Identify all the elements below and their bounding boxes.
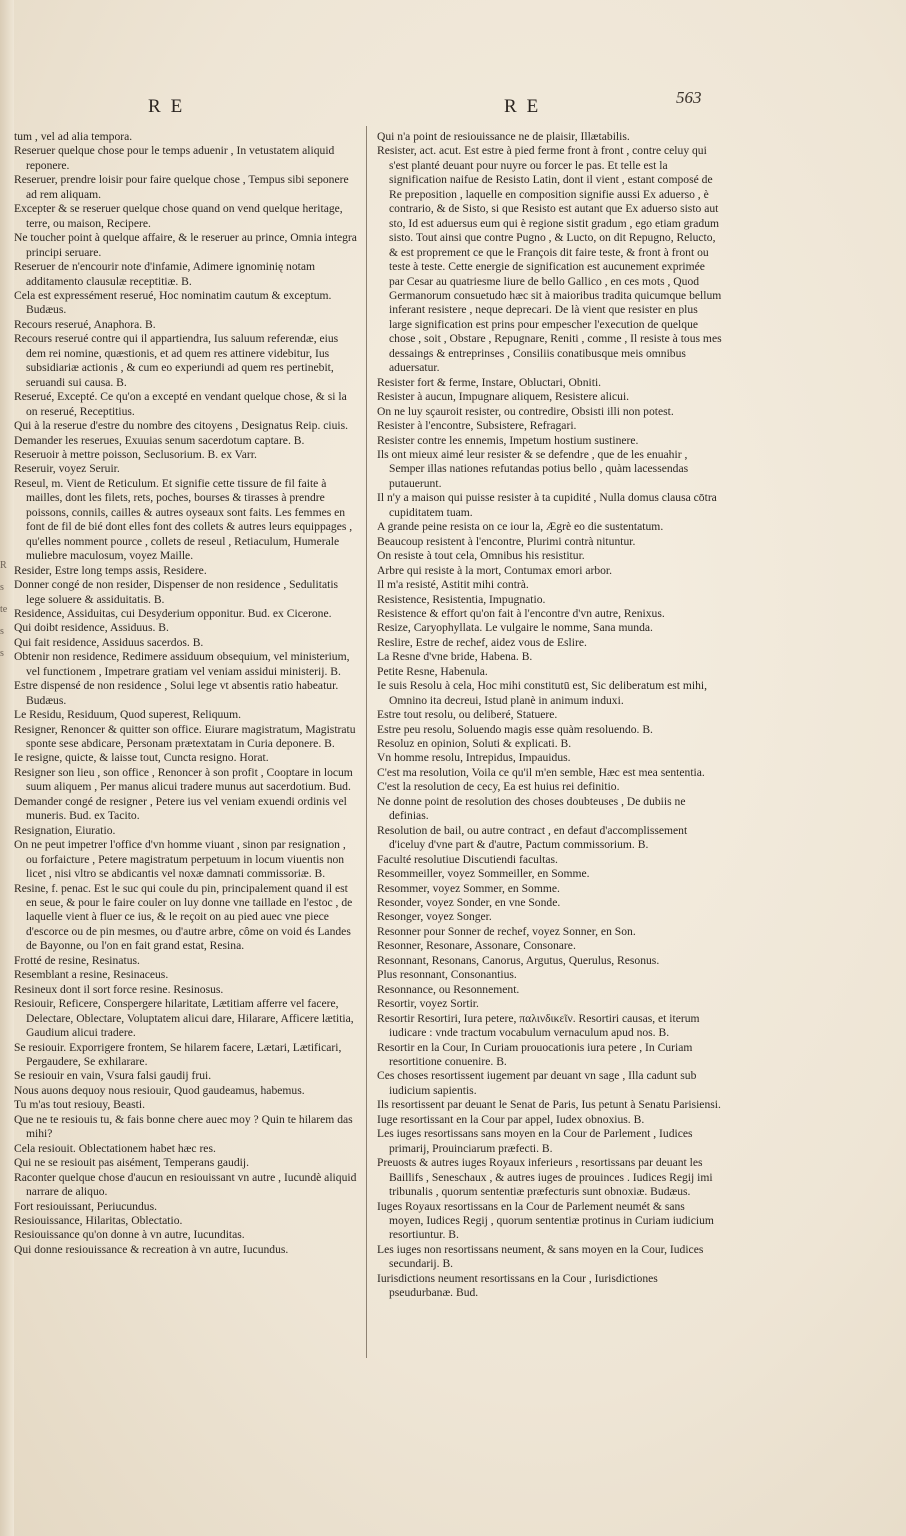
dictionary-entry: Resonder, voyez Sonder, en vne Sonde. bbox=[377, 896, 561, 910]
margin-mark: te bbox=[0, 604, 8, 615]
dictionary-entry: Reseruer, prendre loisir pour faire quelque chose , Tempus sibi seponere ad rem aliquam. bbox=[14, 173, 349, 201]
left-column bbox=[14, 130, 359, 1360]
dictionary-entry: Resistence & effort qu'on fait à l'encontre d'vn autre, Renixus. bbox=[377, 606, 665, 620]
dictionary-entry: Resortir, voyez Sortir. bbox=[377, 997, 479, 1011]
margin-mark: R bbox=[0, 560, 7, 571]
margin-mark: s bbox=[0, 648, 4, 659]
dictionary-entry: Qui n'a point de resiouissance ne de plaisir, Illætabilis. bbox=[377, 130, 630, 143]
dictionary-entry: Se resiouir en vain, Vsura falsi gaudij frui. bbox=[14, 1069, 212, 1083]
dictionary-entry: Reseruir, voyez Seruir. bbox=[14, 462, 120, 476]
dictionary-entry: Beaucoup resistent à l'encontre, Plurimi contrà nituntur. bbox=[377, 534, 636, 548]
margin-mark: s bbox=[0, 582, 4, 593]
dictionary-entry: Resister fort & ferme, Instare, Obluctari, Obniti. bbox=[377, 375, 602, 389]
dictionary-entry: Iurisdictions neument resortissans en la Cour , Iurisdictiones pseudurbanæ. Bud. bbox=[377, 1271, 658, 1300]
dictionary-entry: Demander congé de resigner , Petere ius vel veniam exuendi ordinis vel muneris. Bud. ex Tacito. bbox=[14, 794, 347, 823]
dictionary-entry: Preuosts & autres iuges Royaux inferieurs , resortissans par deuant les Baillifs , Seneschaux , & autres iuges de prouinces . Iudices Regij imi tribunalis , quorum sententiæ præfecturis sunt obnoxiæ. Budæus. bbox=[377, 1156, 713, 1199]
dictionary-entry: Resonner, Resonare, Assonare, Consonare. bbox=[377, 939, 576, 953]
dictionary-entry: Petite Resne, Habenula. bbox=[377, 664, 488, 678]
dictionary-entry: Faculté resolutiue Discutiendi facultas. bbox=[377, 852, 558, 866]
dictionary-entry: Resister contre les ennemis, Impetum hostium sustinere. bbox=[377, 433, 639, 447]
dictionary-entry: Que ne te resiouis tu, & fais bonne chere auec moy ? Quin te hilarem das mihi? bbox=[14, 1112, 353, 1141]
dictionary-entry: Excepter & se reseruer quelque chose quand on vend quelque heritage, terre, ou maison, Recipere. bbox=[14, 202, 343, 230]
margin-mark: s bbox=[0, 626, 4, 637]
dictionary-entry: C'est ma resolution, Voila ce qu'il m'en semble, Hæc est mea sententia. bbox=[377, 765, 705, 779]
dictionary-entry: Reserué, Excepté. Ce qu'on a excepté en vendant quelque chose, & si la on reserué, Receptitius. bbox=[14, 390, 347, 418]
dictionary-entry: Resemblant a resine, Resinaceus. bbox=[14, 968, 169, 982]
dictionary-entry: C'est la resolution de cecy, Ea est huius rei definitio. bbox=[377, 780, 620, 794]
dictionary-entry: Resonnant, Resonans, Canorus, Argutus, Querulus, Resonus. bbox=[377, 953, 660, 967]
dictionary-entry: Estre dispensé de non residence , Solui lege vt absentis ratio habeatur. Budæus. bbox=[14, 679, 339, 707]
dictionary-entry: On ne peut impetrer l'office d'vn homme viuant , sinon par resignation , ou forfaicture , Petere magistratum perpetuum in locum viuentis non licet , nisi vltro se abdicantis vel noxæ damnati commissoriæ. B. bbox=[14, 838, 346, 881]
dictionary-entry: Resolution de bail, ou autre contract , en defaut d'accomplissement d'iceluy d'vne part & d'autre, Pactum commissorium. B. bbox=[377, 823, 688, 852]
dictionary-entry: On resiste à tout cela, Omnibus his resistitur. bbox=[377, 549, 585, 563]
dictionary-entry: tum , vel ad alia tempora. bbox=[14, 130, 133, 143]
dictionary-entry: Reslire, Estre de rechef, aidez vous de Eslire. bbox=[377, 635, 587, 649]
dictionary-entry: Ne donne point de resolution des choses doubteuses , De dubiis ne definias. bbox=[377, 794, 686, 823]
dictionary-entry: Les iuges resortissans sans moyen en la Cour de Parlement , Iudices primarij, Prouinciarum præfecti. B. bbox=[377, 1127, 693, 1155]
dictionary-entry: Resiouissance qu'on donne à vn autre, Iucunditas. bbox=[14, 1228, 245, 1242]
dictionary-entry: Reseul, m. Vient de Reticulum. Et signifie cette tissure de fil faite à mailles, dont les filets, rets, poches, bourses & tirasses à prendre poissons, connils, cailles & autres oyseaux sont faits. Les femmes en font de fil de bié dont elles font des collets & autres leurs equippages , qu'elles nomment pource , collets de reseul , Retiaculum, Humerale muliebre maculosum, voyez Maille. bbox=[14, 476, 353, 563]
dictionary-entry: Vn homme resolu, Intrepidus, Impauidus. bbox=[377, 751, 571, 765]
dictionary-entry: Resister à aucun, Impugnare aliquem, Resistere alicui. bbox=[377, 390, 630, 404]
dictionary-entry: Ils resortissent par deuant le Senat de Paris, Ius petunt à Senatu Parisiensi. bbox=[377, 1098, 721, 1112]
dictionary-entry: Il m'a resisté, Astitit mihi contrà. bbox=[377, 578, 529, 592]
dictionary-entry: Ces choses resortissent iugement par deuant vn sage , Illa cadunt sub iudicium sapientis. bbox=[377, 1069, 697, 1097]
dictionary-entry: Qui ne se resiouit pas aisément, Temperans gaudij. bbox=[14, 1156, 249, 1170]
dictionary-entry: Recours reserué contre qui il appartiendra, Ius saluum referendæ, eius dem rei nomine, quæstionis, et ad quem res attinere videbitur, Ius subsidiariæ actionis , & cum eo experiundi ad quem res pertinebit, seruandi sui causa. B. bbox=[14, 332, 339, 389]
dictionary-entry: Reseruer quelque chose pour le temps aduenir , In vetustatem aliquid reponere. bbox=[14, 144, 335, 172]
running-header bbox=[0, 88, 906, 126]
dictionary-entry: Resize, Caryophyllata. Le vulgaire le nomme, Sana munda. bbox=[377, 621, 653, 635]
header-right: RE bbox=[504, 96, 549, 117]
dictionary-entry: A grande peine resista on ce iour la, Ægrè eo die sustentatum. bbox=[377, 520, 664, 534]
dictionary-entry: Reseruer de n'encourir note d'infamie, Adimere ignominię notam additamento clausulæ receptitiæ. B. bbox=[14, 260, 316, 288]
dictionary-entry: Resistence, Resistentia, Impugnatio. bbox=[377, 592, 546, 606]
dictionary-entry: Resonger, voyez Songer. bbox=[377, 910, 492, 924]
dictionary-entry: Qui à la reserue d'estre du nombre des citoyens , Designatus Reip. ciuis. bbox=[14, 419, 349, 433]
dictionary-entry: Resine, f. penac. Est le suc qui coule du pin, principalement quand il est en seue, & pour le faire couler on luy donne vne taillade en l'estoc , de laquelle vient à fluer ce ius, & le reçoit on au pied auec vne piece d'escorce ou de pin mesmes, ou d'autre arbre, côme on void és Landes de Bayonne, ou l'on en fait grand estat, Resina. bbox=[14, 881, 353, 953]
dictionary-entry: Ne toucher point à quelque affaire, & le reseruer au prince, Omnia integra principi seruare. bbox=[14, 231, 357, 259]
dictionary-entry: Residence, Assiduitas, cui Desyderium opponitur. Bud. ex Cicerone. bbox=[14, 606, 332, 620]
dictionary-entry: Qui fait residence, Assiduus sacerdos. B. bbox=[14, 635, 204, 649]
dictionary-entry: Resineux dont il sort force resine. Resinosus. bbox=[14, 982, 224, 996]
dictionary-entry: La Resne d'vne bride, Habena. B. bbox=[377, 650, 533, 664]
page-gutter bbox=[0, 0, 14, 1536]
dictionary-entry: Tu m'as tout resiouy, Beasti. bbox=[14, 1098, 146, 1112]
dictionary-entry: Resonnance, ou Resonnement. bbox=[377, 982, 520, 996]
header-left: RE bbox=[148, 96, 193, 117]
dictionary-entry: Ie resigne, quicte, & laisse tout, Cuncta resigno. Horat. bbox=[14, 751, 269, 765]
dictionary-entry: Resortir Resortiri, Iura petere, παλινδικεῖν. Resortiri causas, et iterum iudicare : vnde tractum vocabulum vernaculum apud nos. B. bbox=[377, 1011, 700, 1040]
dictionary-entry: Resider, Estre long temps assis, Residere. bbox=[14, 563, 207, 577]
dictionary-entry: Le Residu, Residuum, Quod superest, Reliquum. bbox=[14, 708, 242, 722]
column-divider bbox=[366, 126, 367, 1358]
dictionary-entry: Cela resiouit. Oblectationem habet hæc res. bbox=[14, 1141, 216, 1155]
dictionary-entry: Nous auons dequoy nous resiouir, Quod gaudeamus, habemus. bbox=[14, 1083, 305, 1097]
dictionary-entry: Demander les reserues, Exuuias senum sacerdotum captare. B. bbox=[14, 433, 305, 447]
dictionary-entry: Resiouir, Reficere, Conspergere hilaritate, Lætitiam afferre vel facere, Delectare, Oblectare, Voluptatem alicui dare, Hilarare, Afficere lætitia, Gaudium alicui tradere. bbox=[14, 997, 354, 1040]
dictionary-entry: Donner congé de non resider, Dispenser de non residence , Sedulitatis lege soluere & assiduitatis. B. bbox=[14, 578, 339, 606]
dictionary-entry: Recours reserué, Anaphora. B. bbox=[14, 317, 156, 331]
dictionary-entry: Iuges Royaux resortissans en la Cour de Parlement neumét & sans moyen, Iudices Regij , quorum sententiæ protinus in Curiam iudicium resortiuntur. B. bbox=[377, 1199, 714, 1242]
dictionary-entry: Iuge resortissant en la Cour par appel, Iudex obnoxius. B. bbox=[377, 1112, 645, 1126]
dictionary-entry: Resonner pour Sonner de rechef, voyez Sonner, en Son. bbox=[377, 924, 636, 938]
dictionary-entry: Arbre qui resiste à la mort, Contumax emori arbor. bbox=[377, 563, 613, 577]
dictionary-entry: Ils ont mieux aimé leur resister & se defendre , que de les enuahir , Semper illas nationes refutandas potius bello , quàm lacessendas putauerunt. bbox=[377, 447, 689, 490]
dictionary-entry: Ie suis Resolu à cela, Hoc mihi constitutū est, Sic deliberatum est mihi, Omnino ita decreui, Istud planè in animum induxi. bbox=[377, 679, 708, 707]
dictionary-entry: Estre tout resolu, ou deliberé, Statuere. bbox=[377, 708, 558, 722]
dictionary-entry: Plus resonnant, Consonantius. bbox=[377, 968, 517, 982]
dictionary-entry: Resortir en la Cour, In Curiam prouocationis iura petere , In Curiam resortitione conuenire. B. bbox=[377, 1040, 693, 1068]
page-number: 563 bbox=[676, 88, 702, 107]
dictionary-entry: Il n'y a maison qui puisse resister à ta cupidité , Nulla domus clausa cōtra cupiditatem tuam. bbox=[377, 491, 717, 519]
right-column bbox=[377, 130, 722, 1360]
dictionary-entry: Resigner son lieu , son office , Renoncer à son profit , Cooptare in locum suum aliquem , Per manus alicui tradere munus aut sacerdotium. Bud. bbox=[14, 765, 353, 794]
dictionary-entry: Cela est expressément reserué, Hoc nominatim cautum & exceptum. Budæus. bbox=[14, 288, 332, 317]
dictionary-entry: Fort resiouissant, Periucundus. bbox=[14, 1199, 157, 1213]
dictionary-entry: Resister, act. acut. Est estre à pied ferme front à front , contre celuy qui s'est planté deuant pour nuyre ou forcer le pas. Et telle est la signification naifue de Resisto Latin, dont il vient , estant composé de Re preposition , laquelle en composition signifie aussi Ex aduerso , è contrario, & de Sisto, si que Resisto est autant que Ex aduerso sisto aut sto, Id est aduersus eum qui è regione sistit gradum , ego etiam gradum sisto. Tout ainsi que contre Pugno , & Lucto, on dit Repugno, Relucto, & est proprement ce que le François dit faire teste, & front à front ou teste à teste. Cette energie de signification est aucunement exprimée par Cesar au quatriesme liure de bello Gallico , en ces mots , Quod Germanorum consuetudo hæc sit à maioribus tradita quicumque bellum inferant resistere , neque deprecari. De là vient que resister en plus large signification est prins pour empescher l'execution de quelque chose , soit , Obstare , Repugnare, Reniti , comme , Il resiste à tous mes dessaings & entreprinses , Consiliis conatibusque meis omnibus aduersatur. bbox=[377, 144, 722, 375]
dictionary-entry: Les iuges non resortissans neument, & sans moyen en la Cour, Iudices secundarij. B. bbox=[377, 1242, 704, 1271]
dictionary-entry: Qui doibt residence, Assiduus. B. bbox=[14, 621, 169, 635]
dictionary-entry: On ne luy sçauroit resister, ou contredire, Obsisti illi non potest. bbox=[377, 404, 674, 418]
dictionary-entry: Raconter quelque chose d'aucun en resiouissant vn autre , Iucundè aliquid narrare de aliquo. bbox=[14, 1170, 357, 1199]
dictionary-entry: Frotté de resine, Resinatus. bbox=[14, 953, 140, 967]
dictionary-entry: Qui donne resiouissance & recreation à vn autre, Iucundus. bbox=[14, 1242, 289, 1256]
dictionary-entry: Resignation, Eiuratio. bbox=[14, 823, 116, 837]
dictionary-entry: Se resiouir. Exporrigere frontem, Se hilarem facere, Lætari, Lætificari, Pergaudere, Se exhilarare. bbox=[14, 1040, 342, 1068]
dictionary-entry: Obtenir non residence, Redimere assiduum obsequium, vel ministerium, vel functionem , Impetrare gratiam vel veniam assidui ministerij. B. bbox=[14, 650, 350, 678]
dictionary-entry: Resommeiller, voyez Sommeiller, en Somme. bbox=[377, 867, 590, 881]
dictionary-entry: Reseruoir à mettre poisson, Seclusorium. B. ex Varr. bbox=[14, 447, 257, 461]
dictionary-entry: Resister à l'encontre, Subsistere, Refragari. bbox=[377, 419, 577, 433]
dictionary-entry: Resommer, voyez Sommer, en Somme. bbox=[377, 881, 560, 895]
dictionary-entry: Estre peu resolu, Soluendo magis esse quàm resoluendo. B. bbox=[377, 722, 653, 736]
dictionary-entry: Resiouissance, Hilaritas, Oblectatio. bbox=[14, 1213, 183, 1227]
margin-annotations bbox=[0, 560, 14, 670]
dictionary-entry: Resigner, Renoncer & quitter son office. Eiurare magistratum, Magistratu sponte sese abdicare, Personam prætextatam in Curia deponere. B. bbox=[14, 722, 356, 751]
dictionary-entry: Resoluz en opinion, Soluti & explicati. B. bbox=[377, 737, 572, 751]
